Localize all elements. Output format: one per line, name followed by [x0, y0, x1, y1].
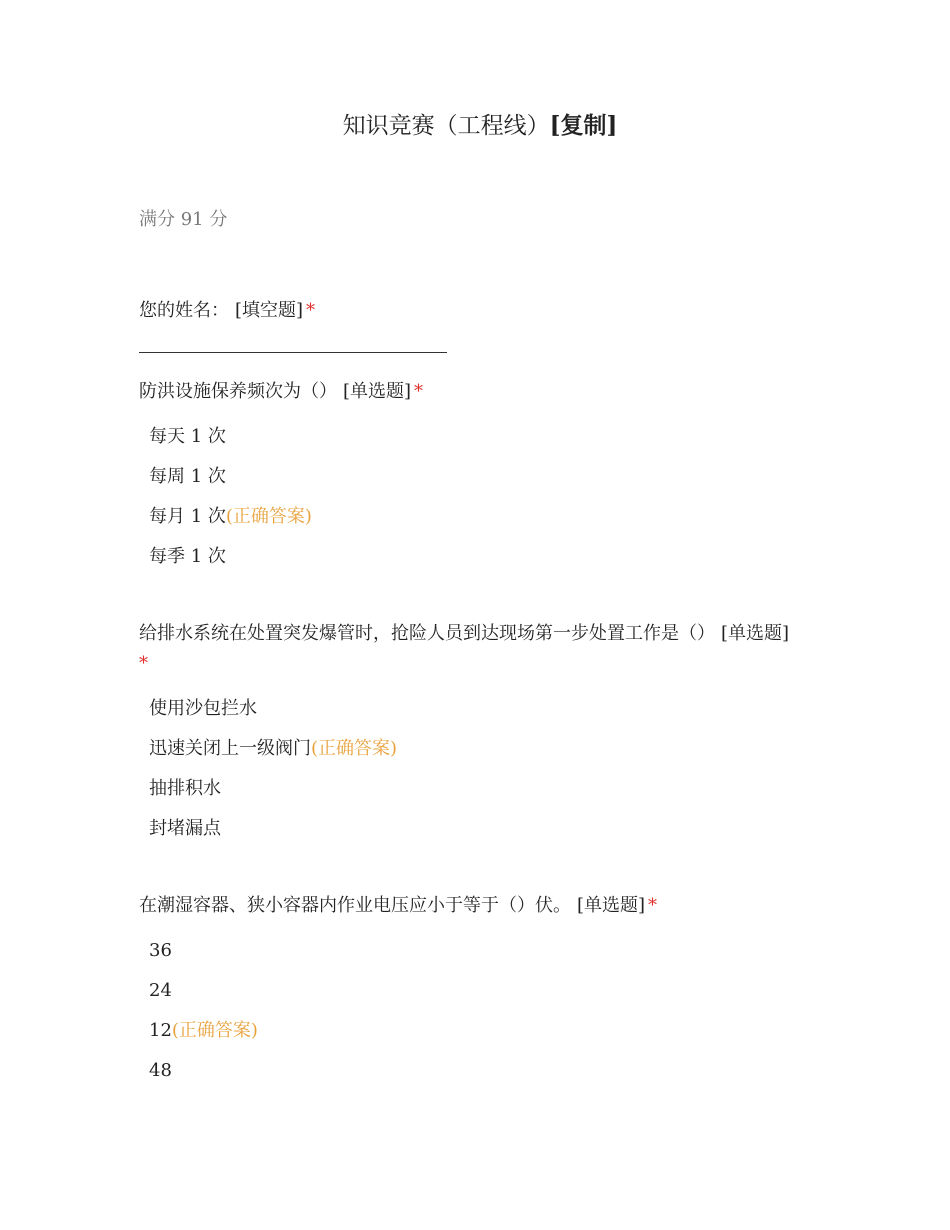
question-3 — [139, 619, 819, 679]
question-3-type: [单选题] — [721, 623, 790, 644]
correct-answer-label: (正确答案) — [225, 506, 312, 527]
question-3-text: 给排水系统在处置突发爆管时，抢险人员到达现场第一步处置工作是（） — [139, 623, 715, 644]
question-4-option-2[interactable] — [149, 977, 172, 1005]
name-input-line[interactable] — [139, 352, 447, 353]
option-label: 使用沙包拦水 — [149, 698, 257, 719]
question-3-option-2[interactable] — [149, 735, 397, 763]
question-4-type: [单选题] — [577, 895, 646, 916]
required-mark: * — [306, 300, 316, 321]
option-label: 48 — [149, 1060, 172, 1081]
option-label: 24 — [149, 980, 172, 1001]
question-1 — [139, 296, 819, 326]
option-label: 每周 1 次 — [149, 466, 226, 487]
question-2-text: 防洪设施保养频次为（） — [139, 381, 337, 402]
question-2-type: [单选题] — [343, 381, 412, 402]
question-2 — [139, 377, 819, 407]
question-2-option-3[interactable] — [149, 503, 312, 531]
option-label: 封堵漏点 — [149, 818, 221, 839]
option-label: 每天 1 次 — [149, 426, 226, 447]
option-label: 每月 1 次 — [149, 506, 226, 527]
question-3-option-3[interactable] — [149, 775, 221, 803]
question-2-option-4[interactable] — [149, 543, 226, 571]
question-1-text: 您的姓名： — [139, 300, 229, 321]
total-score: 满分 91 分 — [139, 209, 228, 230]
question-2-option-1[interactable] — [149, 423, 226, 451]
survey-title: 知识竞赛（工程线） — [342, 113, 550, 139]
question-4-text: 在潮湿容器、狭小容器内作业电压应小于等于（）伏。 — [139, 895, 571, 916]
required-mark: * — [139, 653, 148, 674]
copy-tag: [复制] — [549, 112, 618, 139]
question-2-option-2[interactable] — [149, 463, 226, 491]
question-4 — [139, 891, 819, 921]
option-label: 抽排积水 — [149, 778, 221, 799]
option-label: 每季 1 次 — [149, 546, 226, 567]
question-3-option-1[interactable] — [149, 695, 257, 723]
question-4-option-1[interactable] — [149, 937, 172, 965]
option-label: 12 — [149, 1020, 172, 1041]
question-4-option-3[interactable] — [149, 1017, 258, 1045]
required-mark: * — [414, 381, 424, 402]
option-label: 迅速关闭上一级阀门 — [149, 738, 311, 759]
correct-answer-label: (正确答案) — [171, 1020, 258, 1041]
page-title — [0, 108, 950, 144]
correct-answer-label: (正确答案) — [311, 738, 398, 759]
question-3-option-4[interactable] — [149, 815, 221, 843]
question-4-option-4[interactable] — [149, 1057, 172, 1085]
option-label: 36 — [149, 940, 172, 961]
question-1-type: [填空题] — [235, 300, 304, 321]
required-mark: * — [648, 895, 658, 916]
